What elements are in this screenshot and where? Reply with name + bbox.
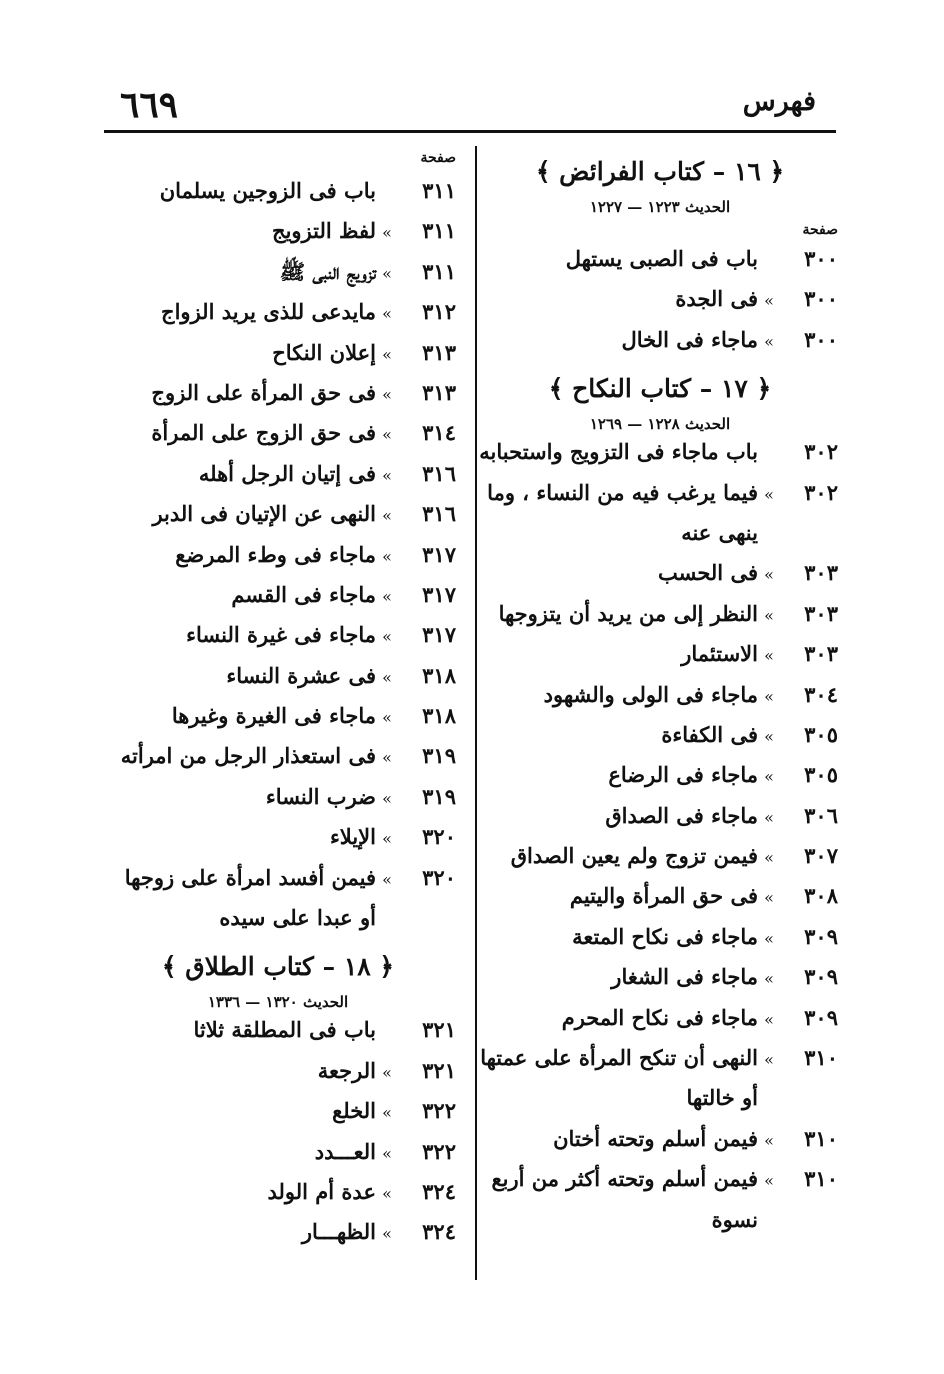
index-entry	[482, 964, 838, 1004]
index-entry	[482, 480, 838, 520]
entry-page: ٣٢٢	[422, 1138, 456, 1164]
ditto-mark: »	[382, 627, 392, 647]
entry-title: فى الكفاءة	[661, 721, 758, 747]
index-entry	[100, 865, 456, 905]
ditto-mark: »	[382, 586, 392, 606]
entry-title: عدة أم الولد	[267, 1178, 376, 1204]
index-entry	[482, 803, 838, 843]
index-entry	[100, 1219, 456, 1259]
entry-title: باب ماجاء فى التزويج واستحبابه	[479, 439, 758, 465]
hadith-range: الحديث ١٣٢٠ — ١٣٣٦	[207, 993, 349, 1012]
entry-title: فى استعذار الرجل من امرأته	[120, 743, 376, 769]
ditto-mark: »	[382, 304, 392, 324]
entry-title: فى الجدة	[675, 286, 758, 312]
entry-page: ٣٠٣	[804, 641, 838, 667]
entry-page: ٣١٠	[804, 1045, 838, 1071]
entry-title: لفظ التزويج	[272, 218, 376, 244]
index-entry	[482, 286, 838, 326]
ditto-mark: »	[764, 605, 774, 625]
entry-page: ٣١١	[422, 258, 456, 284]
ditto-mark: »	[764, 291, 774, 311]
entry-page: ٣١٩	[422, 783, 456, 809]
index-entry	[100, 542, 456, 582]
index-entry	[482, 924, 838, 964]
ditto-mark: »	[382, 869, 392, 889]
entry-page: ٣١٩	[422, 743, 456, 769]
index-entry	[100, 663, 456, 703]
entry-page: ٣٢٢	[422, 1098, 456, 1124]
entry-page: ٣٠٦	[804, 802, 838, 828]
entry-title: الظهـــار	[301, 1219, 376, 1245]
entry-title: باب فى الزوجين يسلمان	[159, 178, 376, 203]
index-entry	[482, 246, 838, 286]
entry-page: ٣٠٥	[804, 721, 838, 747]
entry-title: ماجاء فى القسم	[231, 581, 376, 607]
ditto-mark: »	[382, 384, 392, 404]
entry-title: فيمن تزوج ولم يعين الصداق	[510, 843, 758, 869]
column-divider	[475, 146, 477, 1280]
ditto-mark: »	[382, 223, 392, 243]
entry-page: ٣١١	[422, 218, 456, 244]
ditto-mark: »	[382, 748, 392, 768]
entry-page: ٣٠٧	[804, 843, 838, 869]
entry-title: ضرب النساء	[265, 783, 376, 809]
kitab-heading: ﴿ ١٧ – كتاب النكاح ﴾	[548, 374, 772, 404]
entry-title: تزويج النبى ﷺ	[279, 258, 376, 284]
entry-page: ٣١٢	[422, 299, 456, 325]
ditto-mark: »	[764, 1130, 774, 1150]
index-entry	[100, 1139, 456, 1179]
entry-continuation: نسوة	[711, 1206, 758, 1232]
index-entry	[100, 1017, 456, 1057]
index-entry	[100, 824, 456, 864]
index-entry	[100, 501, 456, 541]
entry-continuation: أو عبدا على سيده	[219, 905, 376, 931]
index-entry	[482, 762, 838, 802]
ditto-mark: »	[764, 565, 774, 585]
entry-title: باب فى الصبى يستهل	[565, 246, 758, 271]
entry-title: ماجاء فى الشغار	[611, 964, 758, 990]
index-entry	[482, 1005, 838, 1045]
ditto-mark: »	[764, 686, 774, 706]
entry-title: فى الحسب	[658, 560, 758, 586]
entry-page: ٣١٤	[422, 420, 456, 446]
entry-page: ٣٠٠	[804, 246, 838, 271]
entry-title: النظر إلى من يريد أن يتزوجها	[498, 600, 758, 626]
entry-page: ٣٢١	[422, 1057, 456, 1083]
entry-page: ٣٠٣	[804, 560, 838, 586]
index-entry	[100, 1179, 456, 1219]
entry-title: فيمن أسلم وتحته أكثر من أربع	[491, 1166, 758, 1192]
index-entry	[100, 340, 456, 380]
ditto-mark: »	[382, 465, 392, 485]
index-entry	[100, 1098, 456, 1138]
index-entry	[100, 420, 456, 460]
right-column	[479, 150, 838, 1247]
entry-title: فيمن أسلم وتحته أختان	[553, 1125, 758, 1151]
entry-page: ٣١٧	[422, 541, 456, 567]
entry-page: ٣٠٩	[804, 964, 838, 990]
ditto-mark: »	[382, 1143, 392, 1163]
page-title: فهرس	[742, 86, 816, 117]
index-entry	[100, 784, 456, 824]
entry-page: ٣٢٤	[422, 1178, 456, 1204]
ditto-mark: »	[764, 969, 774, 989]
entry-page: ٣٢١	[422, 1017, 456, 1043]
entry-title: فى إتيان الرجل أهله	[198, 460, 376, 486]
index-entry	[100, 299, 456, 339]
index-entry	[100, 218, 456, 258]
entry-title: ماجاء فى نكاح المتعة	[572, 923, 758, 949]
entry-title: الخلع	[332, 1098, 376, 1124]
ditto-mark: »	[764, 848, 774, 868]
entry-title: فيما يرغب فيه من النساء ، وما	[487, 479, 758, 505]
entry-title: ماجاء فى الخال	[621, 326, 758, 352]
ditto-mark: »	[382, 708, 392, 728]
entry-title: ماجاء فى الغيرة وغيرها	[171, 703, 376, 729]
kitab-heading: ﴿ ١٦ – كتاب الفرائض ﴾	[535, 157, 785, 186]
ditto-mark: »	[382, 1103, 392, 1123]
entry-title: العـــدد	[314, 1138, 376, 1164]
entry-list	[100, 178, 456, 865]
index-entry	[482, 601, 838, 641]
entry-title: فى حق المرأة واليتيم	[569, 883, 758, 909]
hadith-range: الحديث ١٢٢٣ — ١٢٢٧	[589, 198, 731, 216]
entry-page: ٣٠٠	[804, 286, 838, 312]
entry-page: ٣١٠	[804, 1125, 838, 1151]
entry-page: ٣١١	[422, 178, 456, 203]
entry-title: إعلان النكاح	[272, 339, 376, 365]
index-entry	[482, 1166, 838, 1206]
entry-list	[482, 246, 838, 367]
index-entry	[100, 703, 456, 743]
entry-page: ٣١٦	[422, 501, 456, 527]
entry-continuation: أو خالتها	[686, 1085, 758, 1111]
ditto-mark: »	[382, 546, 392, 566]
entry-page: ٣٠٩	[804, 1004, 838, 1030]
index-entry	[482, 682, 838, 722]
index-entry	[482, 560, 838, 600]
ditto-mark: »	[764, 1171, 774, 1191]
entry-page: ٣٠٩	[804, 923, 838, 949]
index-entry	[100, 380, 456, 420]
index-entry	[482, 722, 838, 762]
entry-title: ماجاء فى الولى والشهود	[543, 681, 758, 707]
ditto-mark: »	[764, 888, 774, 908]
index-entry	[482, 843, 838, 883]
entry-page: ٣٠٨	[804, 883, 838, 909]
ditto-mark: »	[382, 667, 392, 687]
entry-title: ماجاء فى الصداق	[605, 802, 758, 828]
page-number: ٦٦٩	[120, 84, 179, 126]
entry-title: ماجاء فى وطء المرضع	[175, 541, 376, 567]
entry-title: فيمن أفسد امرأة على زوجها	[124, 864, 376, 890]
entry-page: ٣١٠	[804, 1166, 838, 1192]
entry-page: ٣٢٤	[422, 1219, 456, 1245]
entry-title: ماجاء فى الرضاع	[608, 762, 758, 788]
page-column-label: صفحة	[802, 222, 838, 238]
entry-page: ٣١٨	[422, 662, 456, 688]
index-entry	[100, 259, 456, 299]
entry-page: ٣١٣	[422, 379, 456, 405]
ditto-mark: »	[382, 1224, 392, 1244]
entry-page: ٣١٧	[422, 581, 456, 607]
entry-title: مايدعى للذى يريد الزواج	[161, 299, 376, 325]
entry-page: ٣٠٥	[804, 762, 838, 788]
index-entry	[482, 1126, 838, 1166]
entry-title: الإيلاء	[329, 824, 376, 850]
ditto-mark: »	[764, 928, 774, 948]
entry-title: الاستئمار	[681, 641, 758, 667]
entry-page: ٣٢٠	[422, 824, 456, 850]
entry-list	[100, 1017, 456, 1259]
entry-title: النهى أن تنكح المرأة على عمتها	[480, 1045, 758, 1071]
entry-page: ٣٠٢	[804, 479, 838, 505]
entry-continuation: ينهى عنه	[681, 519, 758, 545]
entry-page: ٣١٧	[422, 622, 456, 648]
ditto-mark: »	[382, 1062, 392, 1082]
left-column	[100, 150, 456, 1260]
ditto-mark: »	[382, 506, 392, 526]
entry-title: الرجعة	[317, 1057, 376, 1083]
entry-page: ٣١٣	[422, 339, 456, 365]
entry-page: ٣٠٢	[804, 439, 838, 465]
index-entry	[100, 1058, 456, 1098]
ditto-mark: »	[764, 331, 774, 351]
index-entry	[100, 461, 456, 501]
entry-title: فى عشرة النساء	[226, 662, 376, 688]
ditto-mark: »	[382, 344, 392, 364]
ditto-mark: »	[382, 263, 392, 283]
entry-page: ٣١٦	[422, 460, 456, 486]
index-entry	[479, 439, 838, 479]
ditto-mark: »	[764, 1050, 774, 1070]
ditto-mark: »	[382, 1183, 392, 1203]
hadith-range: الحديث ١٢٢٨ — ١٢٦٩	[589, 415, 731, 434]
header-rule	[104, 130, 836, 133]
entry-title: ماجاء فى نكاح المحرم	[561, 1004, 758, 1030]
entry-page: ٣٠٤	[804, 681, 838, 707]
ditto-mark: »	[764, 484, 774, 504]
kitab-heading: ﴿ ١٨ – كتاب الطلاق ﴾	[161, 952, 395, 982]
entry-title: باب فى المطلقة ثلاثا	[193, 1017, 376, 1043]
entry-page: ٣٠٠	[804, 326, 838, 352]
entry-title: النهى عن الإتيان فى الدبر	[152, 501, 376, 527]
ditto-mark: »	[764, 646, 774, 666]
ditto-mark: »	[382, 829, 392, 849]
entry-title: فى حق المرأة على الزوج	[151, 379, 376, 405]
index-entry	[482, 1045, 838, 1085]
page-column-label: صفحة	[420, 150, 456, 166]
index-entry	[482, 883, 838, 923]
entry-title: ماجاء فى غيرة النساء	[186, 622, 376, 648]
index-entry	[100, 178, 456, 218]
entry-page: ٣٢٠	[422, 864, 456, 890]
index-entry	[100, 582, 456, 622]
ditto-mark: »	[764, 767, 774, 787]
entry-title: فى حق الزوج على المرأة	[151, 420, 376, 446]
index-entry	[100, 743, 456, 783]
entry-page: ٣٠٣	[804, 600, 838, 626]
entry-list	[482, 560, 838, 1045]
entry-page: ٣١٨	[422, 703, 456, 729]
index-entry	[482, 641, 838, 681]
ditto-mark: »	[764, 726, 774, 746]
ditto-mark: »	[764, 1009, 774, 1029]
index-entry	[482, 327, 838, 367]
index-entry	[100, 622, 456, 662]
ditto-mark: »	[382, 788, 392, 808]
ditto-mark: »	[764, 807, 774, 827]
ditto-mark: »	[382, 425, 392, 445]
